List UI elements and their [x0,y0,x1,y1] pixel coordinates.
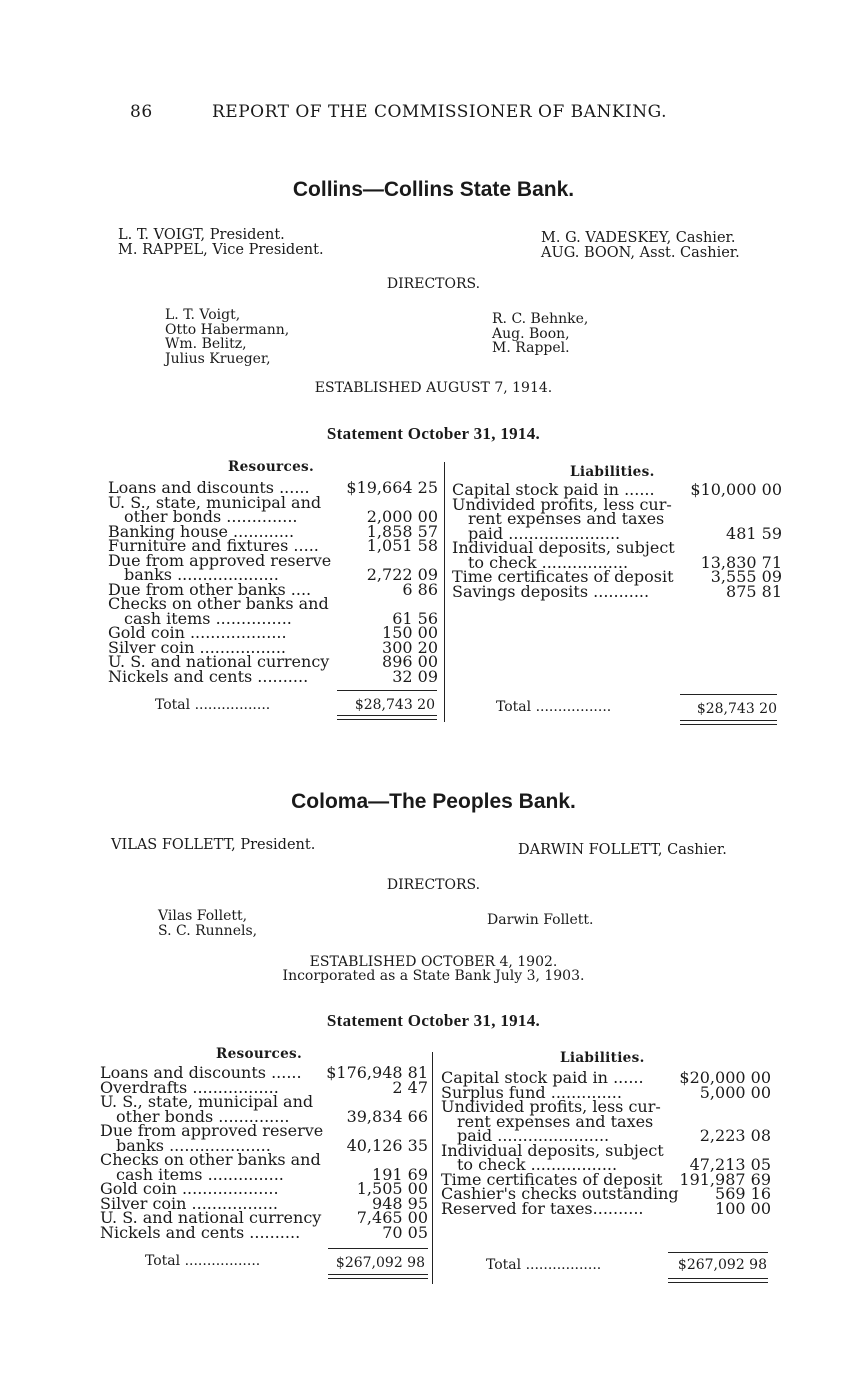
director: Otto Habermann, [165,321,290,338]
officer: M. RAPPEL, Vice President. [118,242,324,258]
total-double-rule [668,1278,768,1283]
resource-row [100,1222,428,1242]
row-amount: 2 47 [392,1077,428,1097]
liabilities-total-label: Total ................. [486,1257,602,1273]
row-label: Banking house ............ [108,521,295,541]
row-amount: 150 00 [382,623,438,642]
director: L. T. Voigt, [165,307,241,323]
resources-total: $267,092 98 [335,1255,425,1271]
incorporated-date: Incorporated as a State Bank July 3, 1903. [282,968,585,984]
row-label: Silver coin ................. [108,637,286,657]
row-amount: $19,664 25 [346,478,438,497]
running-head-title: REPORT OF THE COMMISSIONER OF BANKING. [212,102,667,122]
row-amount: $10,000 00 [690,480,782,499]
resources-heading: Resources. [228,459,315,475]
liabilities-total: $28,743 20 [696,701,777,717]
row-amount: 2,223 08 [699,1126,771,1145]
row-label: Due from approved reserve [100,1121,324,1140]
total-double-rule [680,720,777,725]
bank-title: Collins—Collins State Bank. [292,178,575,201]
officer: L. T. VOIGT, President. [118,227,285,243]
established-date: ESTABLISHED AUGUST 7, 1914. [314,380,553,396]
row-label: Time certificates of deposit [452,567,674,586]
director: S. C. Runnels, [158,922,258,939]
row-amount: 3,555 09 [710,567,782,586]
row-label: Loans and discounts ...... [100,1063,302,1082]
row-label: Nickels and cents .......... [108,666,309,686]
row-amount: 1,505 00 [356,1179,428,1198]
director: Wm. Belitz, [165,336,247,352]
resources-total-label: Total ................. [155,697,271,713]
row-amount: 1,051 58 [366,536,438,555]
row-amount: 7,465 00 [356,1208,428,1227]
total-rule [680,694,777,695]
bank-title: Coloma—The Peoples Bank. [291,790,576,813]
page-number: 86 [130,102,153,122]
officers-right [541,231,740,261]
row-label: rent expenses and taxes [457,1111,654,1131]
row-label: paid ...................... [457,1126,610,1145]
directors-heading: DIRECTORS. [386,877,481,893]
row-amount: 39,834 66 [346,1106,428,1126]
row-label: paid ...................... [468,523,621,543]
row-amount: 40,126 35 [346,1135,428,1155]
row-label: Undivided profits, less cur- [452,494,672,514]
row-label: Individual deposits, subject [441,1140,664,1160]
liabilities-total: $267,092 98 [677,1257,767,1273]
liabilities-heading: Liabilities. [560,1050,645,1066]
row-label: Furniture and fixtures ..... [108,536,319,555]
row-amount: 1,858 57 [366,521,438,541]
total-double-rule [328,1274,428,1279]
row-label: Due from other banks .... [108,579,312,599]
row-amount: 6 86 [402,579,438,599]
row-label: Checks on other banks and [100,1150,321,1169]
row-label: Reserved for taxes.......... [441,1198,644,1218]
row-amount: 13,830 71 [700,552,782,572]
officer: AUG. BOON, Asst. Cashier. [541,245,740,261]
row-amount: 948 95 [372,1193,428,1213]
row-label: Silver coin ................. [100,1193,278,1213]
officer: M. G. VADESKEY, Cashier. [541,230,736,246]
row-label: Time certificates of deposit [441,1169,663,1189]
row-amount: 2,000 00 [366,507,438,526]
row-amount: 100 00 [715,1198,771,1218]
row-label: Loans and discounts ...... [108,478,310,497]
liability-row [452,581,782,601]
row-label: U. S., state, municipal and [108,492,322,512]
statement-title: Statement October 31, 1914. [326,424,541,443]
director: Julius Krueger, [165,350,271,367]
directors-right [492,312,588,356]
row-label: Undivided profits, less cur- [441,1097,661,1116]
row-label: Nickels and cents .......... [100,1222,301,1242]
officers-right [518,843,727,858]
officers-left [111,838,315,853]
row-label: Checks on other banks and [108,594,329,613]
row-amount: 61 56 [392,608,438,628]
row-label: U. S., state, municipal and [100,1092,314,1111]
row-amount: 300 20 [382,637,438,657]
row-amount: 569 16 [715,1184,771,1203]
row-label: banks .................... [124,565,279,584]
row-label: cash items ............... [124,608,292,628]
row-label: to check ................. [457,1155,618,1174]
row-label: U. S. and national currency [108,652,330,671]
column-divider [432,1052,433,1284]
row-amount: $20,000 00 [679,1068,771,1087]
row-label: Surplus fund .............. [441,1082,622,1102]
liabilities-list [452,480,782,601]
total-rule [337,690,437,691]
column-divider [444,462,445,722]
row-amount: 70 05 [382,1222,428,1242]
row-label: cash items ............... [116,1164,284,1184]
row-amount: 481 59 [726,523,782,543]
row-label: Gold coin ................... [100,1179,279,1198]
director: M. Rappel. [492,340,570,356]
liabilities-list [441,1068,771,1218]
row-label: Capital stock paid in ...... [441,1068,644,1087]
row-label: U. S. and national currency [100,1208,322,1227]
row-label: rent expenses and taxes [468,509,665,528]
row-label: Overdrafts ................. [100,1077,279,1097]
resources-list [100,1063,428,1242]
row-label: other bonds .............. [116,1106,290,1126]
total-double-rule [337,715,437,720]
row-label: Savings deposits ........... [452,581,650,601]
resources-total: $28,743 20 [354,697,435,713]
resources-list [108,478,438,686]
director: Vilas Follett, [158,908,248,924]
row-amount: 191 69 [372,1164,428,1184]
officers-left [118,228,324,258]
liabilities-total-label: Total ................. [496,699,612,715]
row-label: banks .................... [116,1135,271,1155]
directors-right [487,913,594,928]
total-rule [668,1252,768,1253]
directors-heading: DIRECTORS. [386,276,481,292]
row-amount: $176,948 81 [326,1063,428,1082]
row-label: Gold coin ................... [108,623,287,642]
total-rule [328,1248,428,1249]
director: R. C. Behnke, [492,311,589,327]
row-label: Due from approved reserve [108,550,332,570]
officer: VILAS FOLLETT, President. [111,837,316,853]
row-label: Cashier's checks outstanding [441,1184,679,1203]
row-amount: 191,987 69 [679,1169,771,1189]
row-amount: 2,722 09 [366,565,438,584]
row-amount: 5,000 00 [699,1082,771,1102]
row-amount: 896 00 [382,652,438,671]
row-label: Capital stock paid in ...... [452,480,655,499]
row-amount: 32 09 [392,666,438,686]
resource-row [108,666,438,686]
directors-left [158,909,257,938]
row-label: other bonds .............. [124,507,298,526]
officer: DARWIN FOLLETT, Cashier. [518,842,727,858]
row-amount: 875 81 [726,581,782,601]
liabilities-heading: Liabilities. [570,464,655,480]
row-label: Individual deposits, subject [452,538,675,557]
row-amount: 47,213 05 [689,1155,771,1174]
row-label: to check ................. [468,552,629,572]
resources-heading: Resources. [216,1046,303,1062]
directors-left [165,308,289,366]
director: Darwin Follett. [487,912,594,928]
director: Aug. Boon, [492,325,570,342]
established-date: ESTABLISHED OCTOBER 4, 1902. [309,954,558,970]
liability-row [441,1198,771,1218]
statement-title: Statement October 31, 1914. [326,1011,541,1030]
resources-total-label: Total ................. [145,1253,261,1269]
